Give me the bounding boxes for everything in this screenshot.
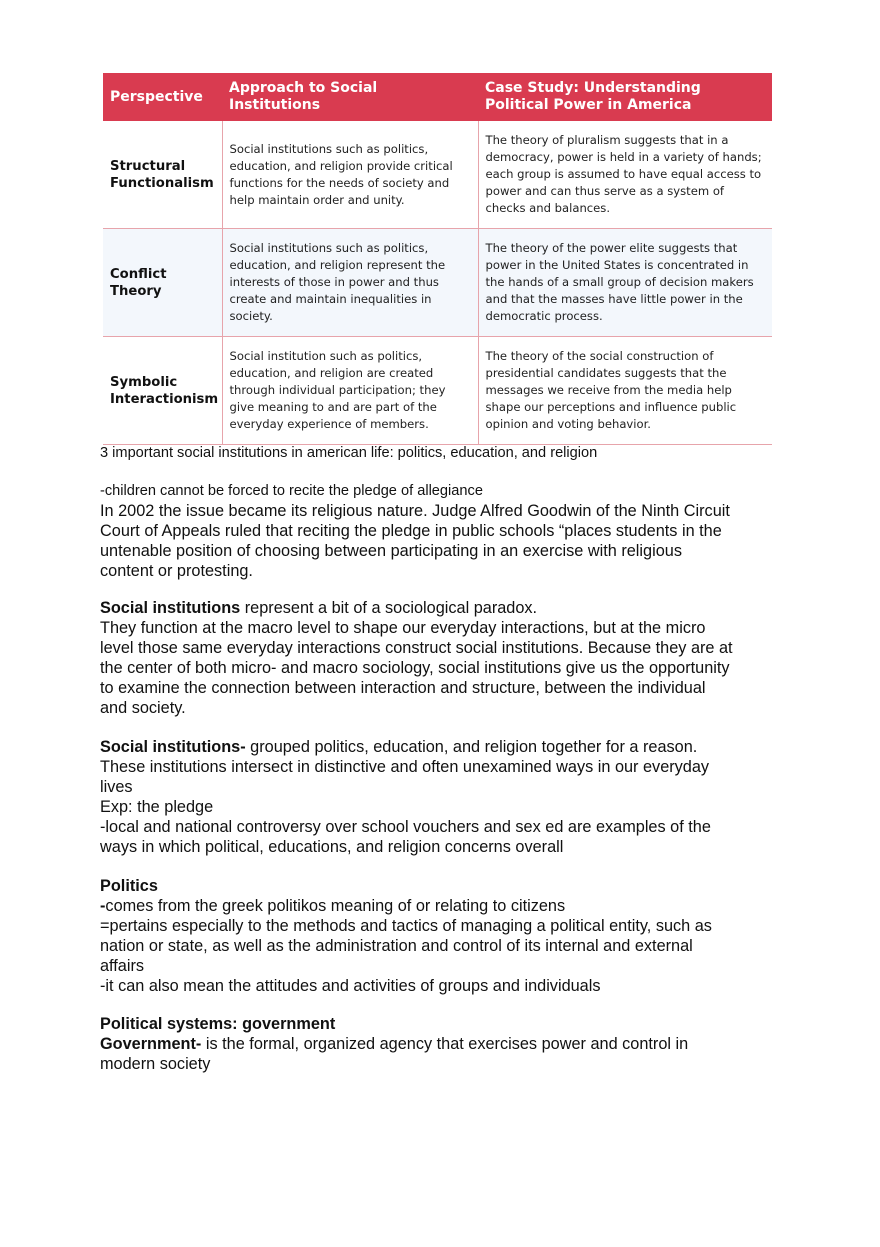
pledge-note: -children cannot be forced to recite the pledge of allegiance	[100, 483, 483, 499]
institutions-paragraph	[100, 737, 780, 857]
politics-paragraph	[100, 876, 780, 996]
header-case-study: Case Study: Understanding Political Power in America	[478, 73, 772, 121]
approach-cell: Social institutions such as politics, education, and religion provide critical functions for the needs of society and help maintain order and unity.	[222, 121, 478, 229]
case-study-cell: The theory of the social construction of presidential candidates suggests that the messages we receive from the media help shape our perceptions and influence public opinion and voting behavior.	[478, 337, 772, 445]
text-line: =pertains especially to the methods and tactics of managing a political entity, such as	[100, 917, 712, 935]
table-row	[103, 229, 772, 337]
text-line	[100, 896, 780, 916]
table-caption: 3 important social institutions in american life: politics, education, and religion	[100, 445, 598, 461]
text-line: affairs	[100, 957, 145, 975]
perspective-cell: Structural Functionalism	[103, 121, 222, 229]
text-fragment: comes from the greek politikos meaning of or relating to citizens	[105, 897, 566, 915]
approach-cell: Social institution such as politics, education, and religion are created through individual participation; they give meaning to and are part of the everyday experience of members.	[222, 337, 478, 445]
text-line: These institutions intersect in distinctive and often unexamined ways in our everyday	[100, 758, 710, 776]
header-approach: Approach to Social Institutions	[222, 73, 478, 121]
case-study-cell: The theory of pluralism suggests that in a democracy, power is held in a variety of hands; each group is assumed to have equal access to power and can thus serve as a system of checks and balances.	[478, 121, 772, 229]
text-line: -it can also mean the attitudes and activities of groups and individuals	[100, 977, 601, 995]
text-line: nation or state, as well as the administration and control of its internal and external	[100, 937, 693, 955]
perspectives-table-container	[103, 73, 772, 445]
text-line: untenable position of choosing between participating in an exercise with religious	[100, 542, 682, 560]
text-line: and society.	[100, 699, 186, 717]
text-line: modern society	[100, 1055, 211, 1073]
text-fragment: is the formal, organized agency that exercises power and control in	[201, 1035, 689, 1053]
text-fragment: grouped politics, education, and religion together for a reason.	[245, 738, 698, 756]
government-paragraph	[100, 1014, 780, 1074]
term-bold: -	[100, 897, 106, 915]
text-line: lives	[100, 778, 133, 796]
perspective-cell: Conflict Theory	[103, 229, 222, 337]
table-row	[103, 337, 772, 445]
text-line	[100, 737, 780, 757]
term-bold: Government-	[100, 1035, 202, 1053]
text-line: They function at the macro level to shape our everyday interactions, but at the micro	[100, 619, 706, 637]
text-line: content or protesting.	[100, 562, 253, 580]
section-heading	[100, 876, 780, 896]
text-line: to examine the connection between interaction and structure, between the individual	[100, 679, 706, 697]
perspective-cell: Symbolic Interactionism	[103, 337, 222, 445]
table-row	[103, 121, 772, 229]
perspectives-table	[103, 73, 772, 445]
text-fragment: represent a bit of a sociological paradox.	[240, 599, 538, 617]
text-line: Exp: the pledge	[100, 798, 214, 816]
government-heading: Political systems: government	[100, 1015, 336, 1033]
pledge-paragraph	[100, 481, 780, 581]
text-line: ways in which political, educations, and religion concerns overall	[100, 838, 564, 856]
text-line: -local and national controversy over school vouchers and sex ed are examples of the	[100, 818, 711, 836]
section-heading	[100, 1014, 780, 1034]
approach-cell: Social institutions such as politics, education, and religion represent the interests of those in power and thus create and maintain inequalities in society.	[222, 229, 478, 337]
case-study-cell: The theory of the power elite suggests that power in the United States is concentrated in the hands of a small group of decision makers and that the masses have little power in the democratic process.	[478, 229, 772, 337]
table-header-row	[103, 73, 772, 121]
text-line: level those same everyday interactions construct social institutions. Because they are at	[100, 639, 733, 657]
paradox-paragraph	[100, 598, 780, 718]
text-line	[100, 598, 780, 618]
text-line: the center of both micro- and macro sociology, social institutions give us the opportunity	[100, 659, 730, 677]
politics-heading: Politics	[100, 877, 158, 895]
text-line: Court of Appeals ruled that reciting the pledge in public schools “places students in the	[100, 522, 722, 540]
term-bold: Social institutions-	[100, 738, 246, 756]
text-line	[100, 1034, 780, 1054]
header-perspective: Perspective	[103, 73, 222, 121]
term-bold: Social institutions	[100, 599, 241, 617]
text-line: In 2002 the issue became its religious nature. Judge Alfred Goodwin of the Ninth Circuit	[100, 502, 730, 520]
